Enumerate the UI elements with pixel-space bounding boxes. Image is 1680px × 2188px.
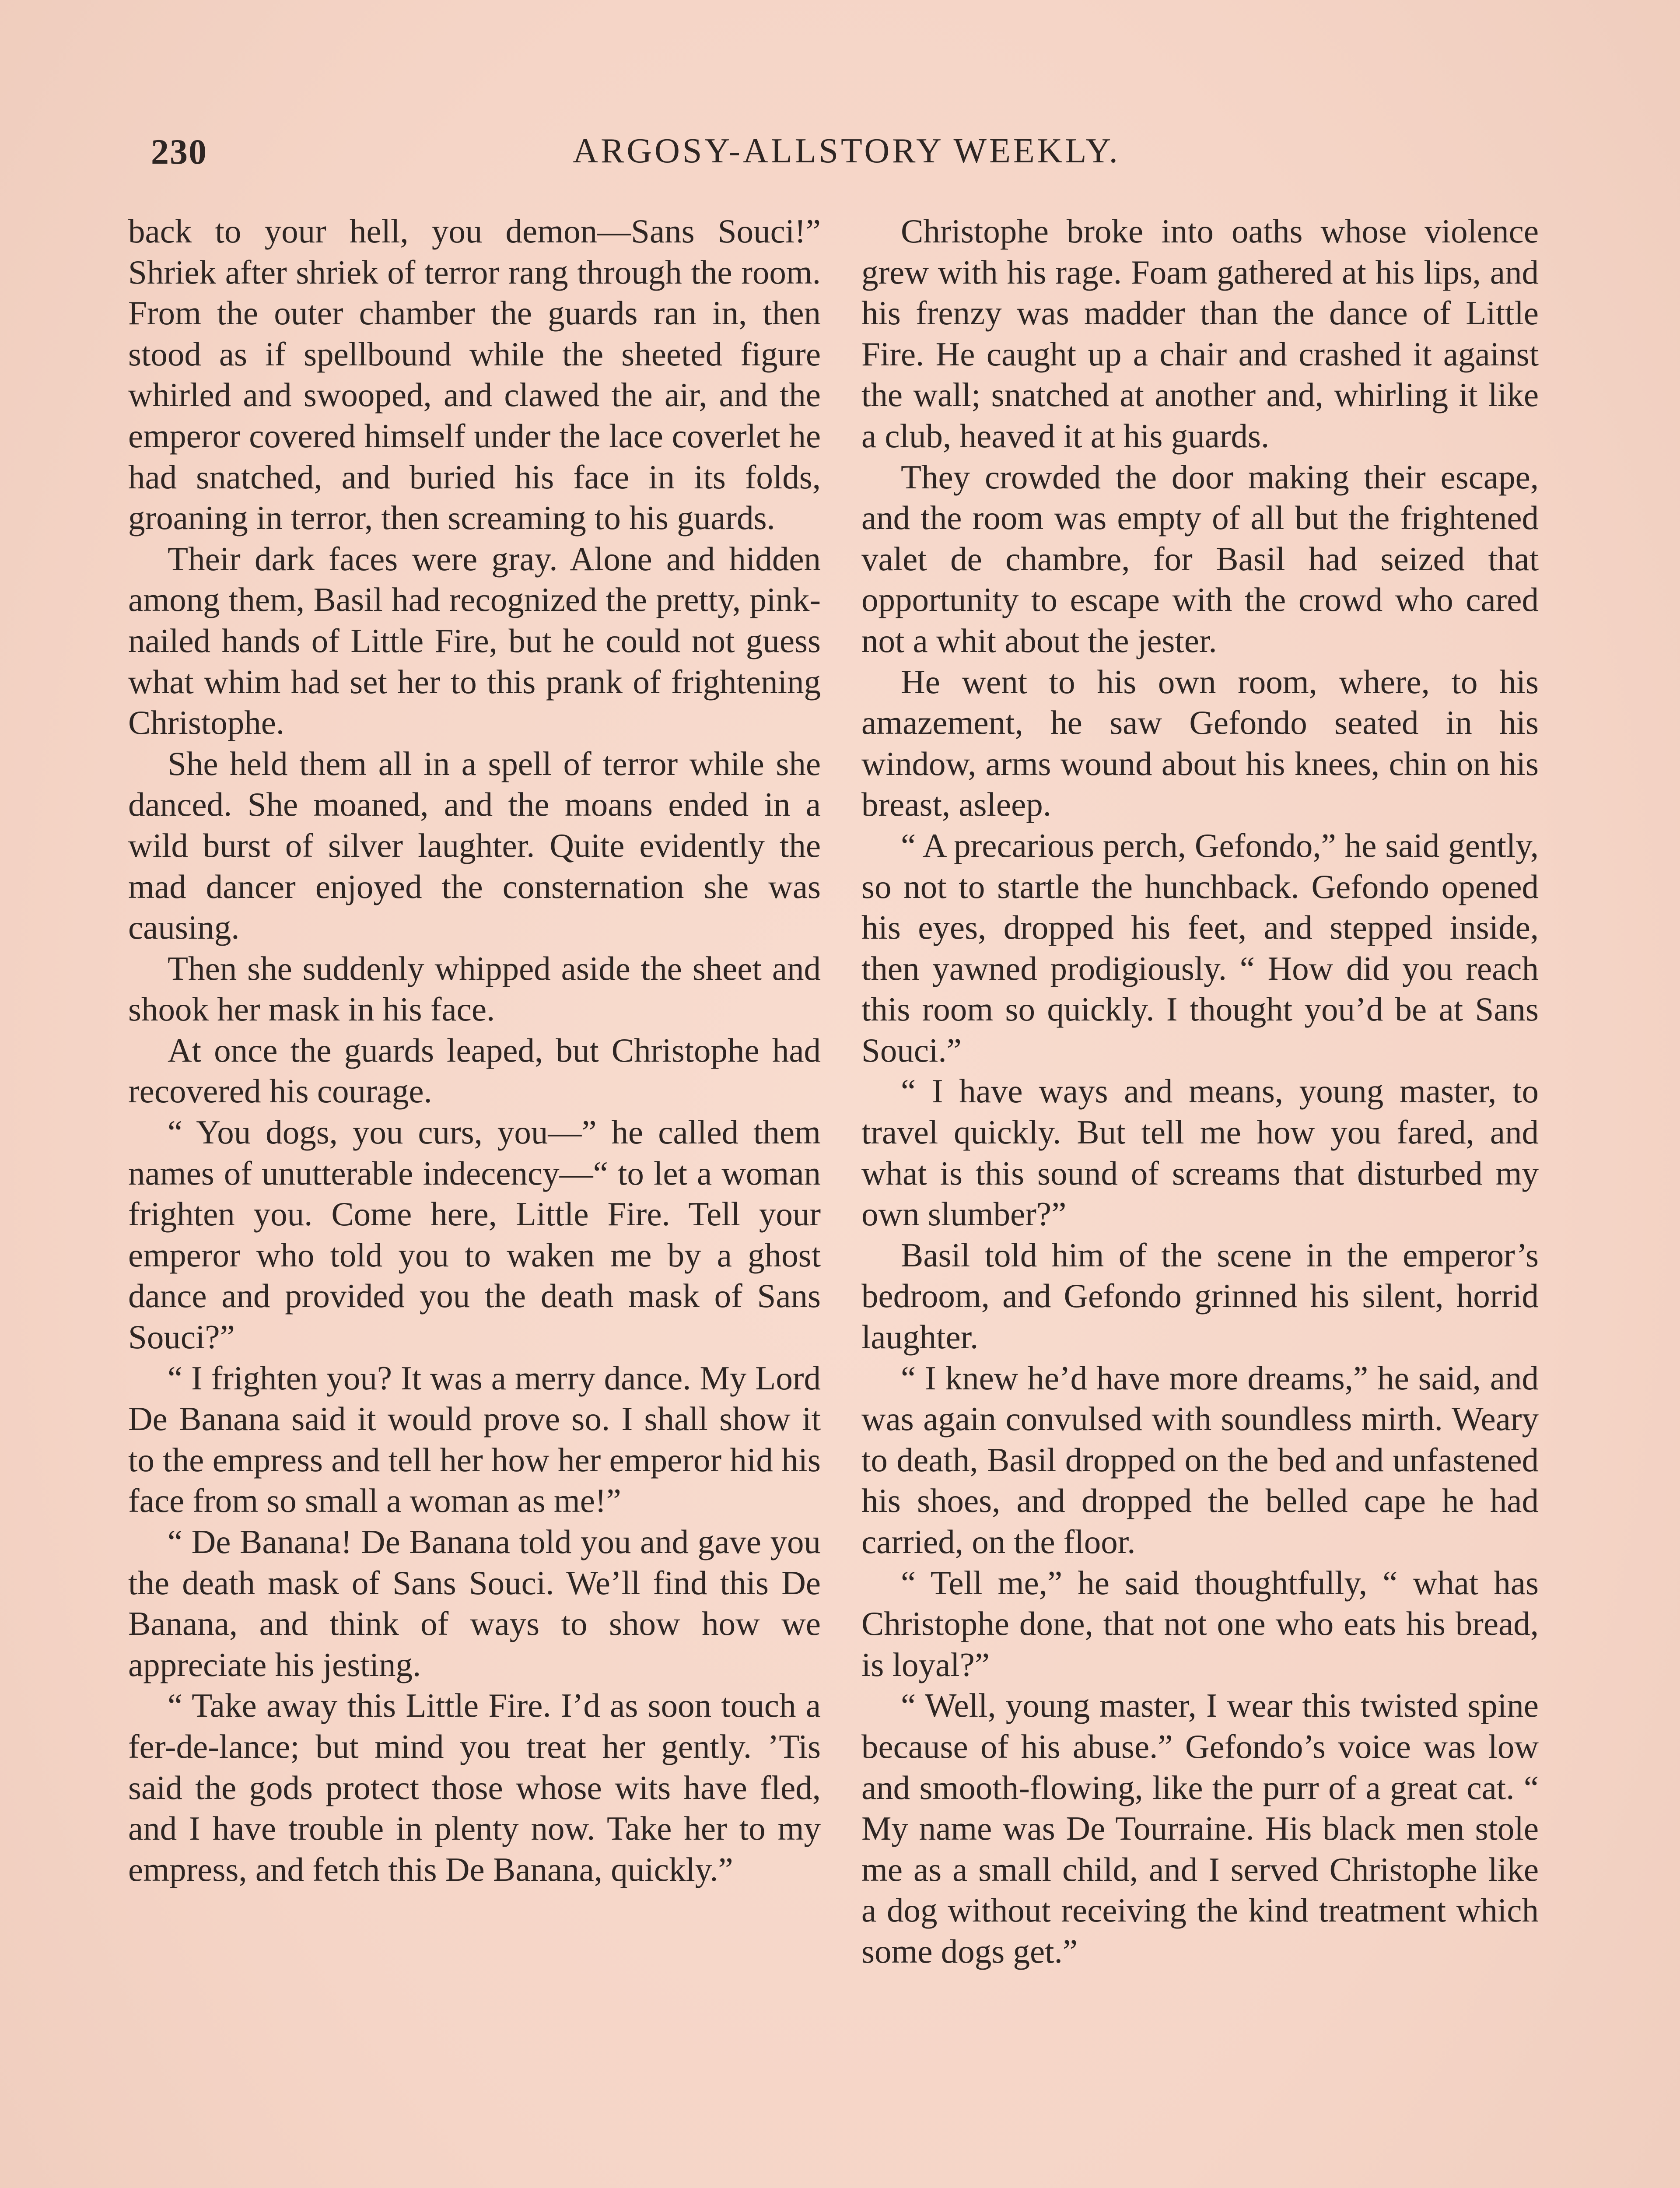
paragraph: “ A precarious perch, Gefondo,” he said gently, so not to startle the hunchback. Gefondo opened his eyes, dropped his feet, and stepped inside, then yawned prodigiously. “ How did you reach this room so quickly. I thought you’d be at Sans Souci.”	[861, 826, 1539, 1069]
page-header	[151, 131, 1542, 179]
paragraph: “ I have ways and means, young master, to travel quickly. But tell me how you fared, and what is this sound of screams that disturbed my own slumber?”	[861, 1072, 1539, 1233]
running-title: ARGOSY-ALLSTORY WEEKLY.	[573, 132, 1120, 170]
paragraph: “ You dogs, you curs, you—” he called them names of unutterable indecency—“ to let a woman frighten you. Come here, Little Fire. Tell your emperor who told you to waken me by a ghost dance and provided you the death mask of Sans Souci?”	[128, 1113, 821, 1356]
paragraph: He went to his own room, where, to his amazement, he saw Gefondo seated in his window, arms wound about his knees, chin on his breast, asleep.	[861, 663, 1539, 824]
paragraph: “ Take away this Little Fire. I’d as soon touch a fer-de-lance; but mind you treat her gently. ’Tis said the gods protect those whose wits have fled, and I have trouble in plenty now. Take her to my empress, and fetch this De Banana, quickly.”	[128, 1687, 821, 1888]
paragraph: “ Tell me,” he said thoughtfully, “ what has Christophe done, that not one who eats his bread, is loyal?”	[861, 1564, 1539, 1683]
paragraph: “ I frighten you? It was a merry dance. My Lord De Banana said it would prove so. I shall show it to the empress and tell her how her emperor hid his face from so small a woman as me!”	[128, 1359, 821, 1520]
page-number: 230	[151, 132, 207, 172]
right-column	[861, 211, 1539, 1972]
paragraph: “ I knew he’d have more dreams,” he said, and was again convulsed with soundless mirth. Weary to death, Basil dropped on the bed and unfastened his shoes, and dropped the belled cape he had carried, on the floor.	[861, 1359, 1539, 1560]
paragraph: “ De Banana! De Banana told you and gave you the death mask of Sans Souci. We’ll find this De Banana, and think of ways to show how we appreciate his jesting.	[128, 1523, 821, 1683]
paragraph: At once the guards leaped, but Christophe had recovered his courage.	[128, 1031, 821, 1110]
paragraph: Their dark faces were gray. Alone and hidden among them, Basil had recognized the pretty, pink-nailed hands of Little Fire, but he could not guess what whim had set her to this prank of frightening Christophe.	[128, 540, 821, 742]
paragraph: They crowded the door making their escape, and the room was empty of all but the frightened valet de chambre, for Basil had seized that opportunity to escape with the crowd who cared not a whit about the jester.	[861, 458, 1539, 659]
paragraph: Then she suddenly whipped aside the sheet and shook her mask in his face.	[128, 949, 821, 1028]
paragraph: Basil told him of the scene in the emperor’s bedroom, and Gefondo grinned his silent, horrid laughter.	[861, 1236, 1539, 1356]
paragraph: “ Well, young master, I wear this twisted spine because of his abuse.” Gefondo’s voice was low and smooth-flowing, like the purr of a great cat. “ My name was De Tourraine. His black men stole me as a small child, and I served Christophe like a dog without receiving the kind treatment which some dogs get.”	[861, 1687, 1539, 1970]
left-column	[128, 211, 821, 1890]
paragraph: She held them all in a spell of terror while she danced. She moaned, and the moans ended in a wild burst of silver laughter. Quite evidently the mad dancer enjoyed the consternation she was causing.	[128, 744, 821, 947]
paragraph: Christophe broke into oaths whose violence grew with his rage. Foam gathered at his lips, and his frenzy was madder than the dance of Little Fire. He caught up a chair and crashed it against the wall; snatched at another and, whirling it like a club, heaved it at his guards.	[861, 212, 1539, 455]
paragraph: back to your hell, you demon—Sans Souci!” Shriek after shriek of terror rang through the room. From the outer chamber the guards ran in, then stood as if spellbound while the sheeted figure whirled and swooped, and clawed the air, and the emperor covered himself under the lace coverlet he had snatched, and buried his face in its folds, groaning in terror, then screaming to his guards.	[128, 212, 821, 537]
